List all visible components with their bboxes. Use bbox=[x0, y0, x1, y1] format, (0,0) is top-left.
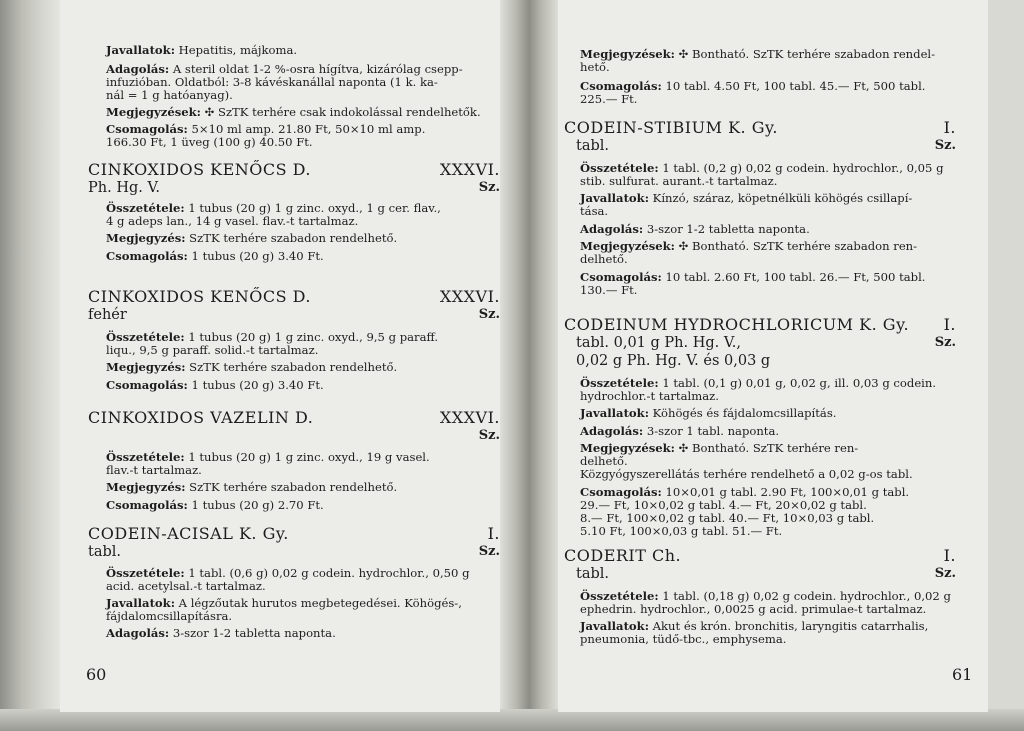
entry-heading bbox=[564, 546, 956, 566]
field-label: Megjegyzések: bbox=[580, 441, 675, 455]
field-label: Javallatok: bbox=[580, 406, 649, 420]
price-category: Sz. bbox=[478, 180, 500, 195]
entry-form-row bbox=[88, 307, 500, 325]
field-text: ✣ Bontható. SzTK terhére ren- bbox=[674, 441, 859, 455]
field-label: Összetétele: bbox=[580, 376, 659, 390]
manufacturer: Ch. bbox=[652, 546, 682, 565]
field-text: ephedrin. hydrochlor., 0,0025 g acid. primulae-t tartalmaz. bbox=[580, 602, 927, 616]
field-label: Összetétele: bbox=[106, 201, 185, 215]
drug-name bbox=[88, 408, 313, 427]
drug-name bbox=[88, 287, 311, 306]
text-line bbox=[106, 44, 481, 57]
dosage-form: tabl. bbox=[576, 138, 610, 154]
text-line bbox=[106, 250, 500, 263]
field-text: 5×10 ml amp. 21.80 Ft, 50×10 ml amp. bbox=[187, 122, 426, 136]
entry-form-row bbox=[564, 335, 956, 353]
field-text: nál = 1 g hatóanyag). bbox=[106, 88, 233, 102]
page-number: 60 bbox=[86, 665, 107, 684]
drug-entry bbox=[88, 287, 500, 392]
field-text: pneumonia, tüdő-tbc., emphysema. bbox=[580, 632, 787, 646]
drug-name bbox=[564, 315, 909, 334]
field-text: liqu., 9,5 g paraff. solid.-t tartalmaz. bbox=[106, 343, 319, 357]
page-number: 61 bbox=[952, 665, 973, 684]
field-label: Adagolás: bbox=[580, 424, 644, 438]
entry-heading bbox=[88, 524, 500, 544]
right-page bbox=[558, 0, 988, 712]
manufacturer: K. Gy. bbox=[238, 524, 289, 543]
drug-name-text: CODERIT bbox=[564, 546, 647, 565]
field-text: A légzőutak hurutos megbetegedései. Köhögés-, bbox=[174, 596, 462, 610]
scan-left-edge bbox=[0, 0, 62, 731]
field-text: ✣ SzTK terhére csak indokolással rendelhetők. bbox=[200, 105, 481, 119]
field-text: 1 tabl. (0,1 g) 0,01 g, 0,02 g, ill. 0,03 g codein. bbox=[658, 376, 937, 390]
drug-class: XXXVI. bbox=[439, 287, 500, 306]
text-line bbox=[580, 390, 956, 403]
field-text: Hepatitis, májkoma. bbox=[174, 43, 298, 57]
drug-name bbox=[564, 546, 681, 565]
text-line bbox=[580, 525, 956, 538]
text-line bbox=[106, 627, 500, 640]
text-line bbox=[106, 106, 481, 119]
field-label: Összetétele: bbox=[580, 161, 659, 175]
field-text: SzTK terhére szabadon rendelhető. bbox=[185, 231, 398, 245]
text-line bbox=[106, 89, 481, 102]
field-text: 8.— Ft, 100×0,02 g tabl. 40.— Ft, 10×0,03 g tabl. bbox=[580, 511, 875, 525]
text-line bbox=[106, 344, 500, 357]
entry-heading bbox=[88, 408, 500, 428]
drug-class: XXXVI. bbox=[439, 408, 500, 427]
field-text: Akut és krón. bronchitis, laryngitis catarrhalis, bbox=[648, 619, 929, 633]
field-text: fájdalomcsillapításra. bbox=[106, 609, 233, 623]
field-text: 10 tabl. 4.50 Ft, 100 tabl. 45.— Ft, 500 tabl. bbox=[661, 79, 926, 93]
price-category: Sz. bbox=[478, 307, 500, 322]
field-label: Javallatok: bbox=[580, 619, 649, 633]
book-gutter bbox=[498, 0, 560, 731]
field-text: flav.-t tartalmaz. bbox=[106, 463, 202, 477]
field-label: Összetétele: bbox=[106, 450, 185, 464]
text-line bbox=[580, 192, 956, 205]
text-line bbox=[580, 61, 935, 74]
dosage-form: tabl. bbox=[88, 544, 122, 560]
field-text: delhető. bbox=[580, 252, 628, 266]
field-label: Csomagolás: bbox=[106, 378, 188, 392]
field-text: 1 tubus (20 g) 3.40 Ft. bbox=[187, 378, 324, 392]
field-text: SzTK terhére szabadon rendelhető. bbox=[185, 480, 398, 494]
drug-name-text: CINKOXIDOS KENŐCS bbox=[88, 160, 288, 179]
entry-details bbox=[88, 567, 500, 640]
field-text: 1 tubus (20 g) 1 g zinc. oxyd., 1 g cer. flav., bbox=[184, 201, 441, 215]
field-text: ✣ Bontható. SzTK terhére szabadon rendel- bbox=[674, 47, 936, 61]
field-text: 3-szor 1-2 tabletta naponta. bbox=[169, 626, 336, 640]
drug-entry bbox=[88, 524, 500, 640]
entry-heading bbox=[564, 315, 956, 335]
entry-form-row bbox=[88, 180, 500, 198]
drug-name-text: CODEIN-STIBIUM bbox=[564, 118, 723, 137]
text-line bbox=[580, 240, 956, 253]
field-text: A steril oldat 1-2 %-osra hígítva, kizárólag csepp- bbox=[169, 62, 463, 76]
manufacturer: K. Gy. bbox=[859, 315, 910, 334]
drug-name bbox=[564, 118, 778, 137]
text-line bbox=[580, 603, 956, 616]
scan-bottom-edge bbox=[0, 709, 1024, 731]
text-line bbox=[580, 253, 956, 266]
field-text: 29.— Ft, 10×0,02 g tabl. 4.— Ft, 20×0,02 g tabl. bbox=[580, 498, 867, 512]
field-text: 10 tabl. 2.60 Ft, 100 tabl. 26.— Ft, 500 tabl. bbox=[661, 270, 926, 284]
drug-entry bbox=[88, 408, 500, 512]
field-text: 3-szor 1-2 tabletta naponta. bbox=[643, 222, 810, 236]
entry-details bbox=[564, 162, 956, 297]
left-intro bbox=[106, 44, 481, 149]
drug-name-text: CINKOXIDOS KENŐCS bbox=[88, 287, 288, 306]
text-line bbox=[106, 361, 500, 374]
dosage-form: fehér bbox=[88, 307, 127, 323]
field-text: 166.30 Ft, 1 üveg (100 g) 40.50 Ft. bbox=[106, 135, 313, 149]
field-label: Megjegyzés: bbox=[106, 480, 186, 494]
field-text: 225.— Ft. bbox=[580, 92, 638, 106]
entry-details bbox=[88, 331, 500, 392]
text-line bbox=[580, 425, 956, 438]
text-line bbox=[580, 205, 956, 218]
drug-entry bbox=[88, 160, 500, 263]
entry-details bbox=[88, 451, 500, 512]
field-label: Csomagolás: bbox=[106, 122, 188, 136]
entry-form-row bbox=[88, 544, 500, 562]
field-label: Csomagolás: bbox=[580, 79, 662, 93]
field-label: Adagolás: bbox=[580, 222, 644, 236]
drug-name-text: CODEINUM HYDROCHLORICUM bbox=[564, 315, 854, 334]
drug-name-text: CODEIN-ACISAL bbox=[88, 524, 234, 543]
drug-class: XXXVI. bbox=[439, 160, 500, 179]
field-text: delhető. bbox=[580, 454, 628, 468]
field-text: Kínzó, száraz, köpetnélküli köhögés csillapí- bbox=[648, 191, 913, 205]
entry-form-row-2 bbox=[564, 353, 956, 371]
left-page bbox=[60, 0, 500, 712]
field-label: Megjegyzés: bbox=[106, 360, 186, 374]
text-line bbox=[580, 442, 956, 455]
field-text: Köhögés és fájdalomcsillapítás. bbox=[648, 406, 837, 420]
field-label: Javallatok: bbox=[106, 43, 175, 57]
drug-name bbox=[88, 160, 311, 179]
field-text: 130.— Ft. bbox=[580, 283, 638, 297]
field-text: hydrochlor.-t tartalmaz. bbox=[580, 389, 719, 403]
entry-form-row bbox=[88, 428, 500, 446]
field-text: 1 tubus (20 g) 2.70 Ft. bbox=[187, 498, 324, 512]
field-text: stib. sulfurat. aurant.-t tartalmaz. bbox=[580, 174, 778, 188]
entry-details bbox=[564, 377, 956, 538]
text-line bbox=[106, 610, 500, 623]
entry-details bbox=[564, 590, 956, 646]
text-line bbox=[580, 468, 956, 481]
entry-heading bbox=[88, 287, 500, 307]
dosage-form: Ph. Hg. V. bbox=[88, 180, 161, 196]
field-text: 1 tubus (20 g) 1 g zinc. oxyd., 19 g vasel. bbox=[184, 450, 430, 464]
price-category: Sz. bbox=[934, 335, 956, 350]
text-line bbox=[580, 175, 956, 188]
text-line bbox=[580, 48, 935, 61]
field-text: 1 tubus (20 g) 3.40 Ft. bbox=[187, 249, 324, 263]
text-line bbox=[106, 215, 500, 228]
field-label: Javallatok: bbox=[580, 191, 649, 205]
field-text: 5.10 Ft, 100×0,03 g tabl. 51.— Ft. bbox=[580, 524, 783, 538]
drug-entry bbox=[564, 118, 956, 297]
field-label: Csomagolás: bbox=[580, 270, 662, 284]
field-label: Javallatok: bbox=[106, 596, 175, 610]
text-line bbox=[106, 580, 500, 593]
drug-name-text: CINKOXIDOS VAZELIN bbox=[88, 408, 290, 427]
entry-form-row bbox=[564, 138, 956, 156]
price-category: Sz. bbox=[934, 138, 956, 153]
text-line bbox=[106, 464, 500, 477]
drug-class: I. bbox=[943, 118, 956, 137]
entry-heading bbox=[88, 160, 500, 180]
field-text: 4 g adeps lan., 14 g vasel. flav.-t tartalmaz. bbox=[106, 214, 359, 228]
text-line bbox=[106, 232, 500, 245]
field-label: Csomagolás: bbox=[580, 485, 662, 499]
text-line bbox=[580, 93, 935, 106]
text-line bbox=[106, 481, 500, 494]
text-line bbox=[580, 284, 956, 297]
drug-class: I. bbox=[487, 524, 500, 543]
manufacturer: D. bbox=[294, 408, 314, 427]
field-label: Csomagolás: bbox=[106, 498, 188, 512]
text-line bbox=[106, 136, 481, 149]
field-label: Megjegyzések: bbox=[580, 239, 675, 253]
field-text: 1 tabl. (0,2 g) 0,02 g codein. hydrochlor., 0,05 g bbox=[658, 161, 944, 175]
drug-entry bbox=[564, 546, 956, 646]
field-label: Megjegyzések: bbox=[580, 47, 675, 61]
text-line bbox=[580, 633, 956, 646]
field-label: Adagolás: bbox=[106, 62, 170, 76]
entry-form-row bbox=[564, 566, 956, 584]
drug-class: I. bbox=[943, 546, 956, 565]
field-label: Összetétele: bbox=[106, 566, 185, 580]
dosage-form: tabl. 0,01 g Ph. Hg. V., bbox=[576, 335, 742, 351]
field-text: infuzióban. Oldatból: 3-8 kávéskanállal naponta (1 k. ka- bbox=[106, 75, 438, 89]
dosage-form: 0,02 g Ph. Hg. V. és 0,03 g bbox=[576, 353, 771, 369]
price-category: Sz. bbox=[934, 566, 956, 581]
text-line bbox=[580, 223, 956, 236]
manufacturer: K. Gy. bbox=[728, 118, 778, 137]
drug-class: I. bbox=[943, 315, 956, 334]
manufacturer: D. bbox=[292, 287, 312, 306]
text-line bbox=[580, 407, 956, 420]
field-text: SzTK terhére szabadon rendelhető. bbox=[185, 360, 398, 374]
dosage-form: tabl. bbox=[576, 566, 610, 582]
field-text: acid. acetylsal.-t tartalmaz. bbox=[106, 579, 266, 593]
field-label: Csomagolás: bbox=[106, 249, 188, 263]
drug-name bbox=[88, 524, 289, 543]
price-category: Sz. bbox=[478, 428, 500, 443]
field-label: Adagolás: bbox=[106, 626, 170, 640]
field-text: 10×0,01 g tabl. 2.90 Ft, 100×0,01 g tabl. bbox=[661, 485, 910, 499]
manufacturer: D. bbox=[292, 160, 312, 179]
field-label: Összetétele: bbox=[106, 330, 185, 344]
field-text: Közgyógyszerellátás terhére rendelhető a 0,02 g-os tabl. bbox=[580, 467, 913, 481]
text-line bbox=[106, 379, 500, 392]
price-category: Sz. bbox=[478, 544, 500, 559]
field-label: Megjegyzés: bbox=[106, 231, 186, 245]
field-text: 1 tabl. (0,18 g) 0,02 g codein. hydrochlor., 0,02 g bbox=[658, 589, 951, 603]
right-intro bbox=[580, 48, 935, 106]
field-text: 3-szor 1 tabl. naponta. bbox=[643, 424, 780, 438]
field-text: hető. bbox=[580, 60, 610, 74]
entry-heading bbox=[564, 118, 956, 138]
field-text: tása. bbox=[580, 204, 609, 218]
text-line bbox=[106, 499, 500, 512]
field-text: 1 tubus (20 g) 1 g zinc. oxyd., 9,5 g paraff. bbox=[184, 330, 439, 344]
field-label: Megjegyzések: bbox=[106, 105, 201, 119]
drug-entry bbox=[564, 315, 956, 538]
entry-details bbox=[88, 202, 500, 263]
field-text: 1 tabl. (0,6 g) 0,02 g codein. hydrochlor., 0,50 g bbox=[184, 566, 470, 580]
field-text: ✣ Bontható. SzTK terhére szabadon ren- bbox=[674, 239, 918, 253]
field-label: Összetétele: bbox=[580, 589, 659, 603]
